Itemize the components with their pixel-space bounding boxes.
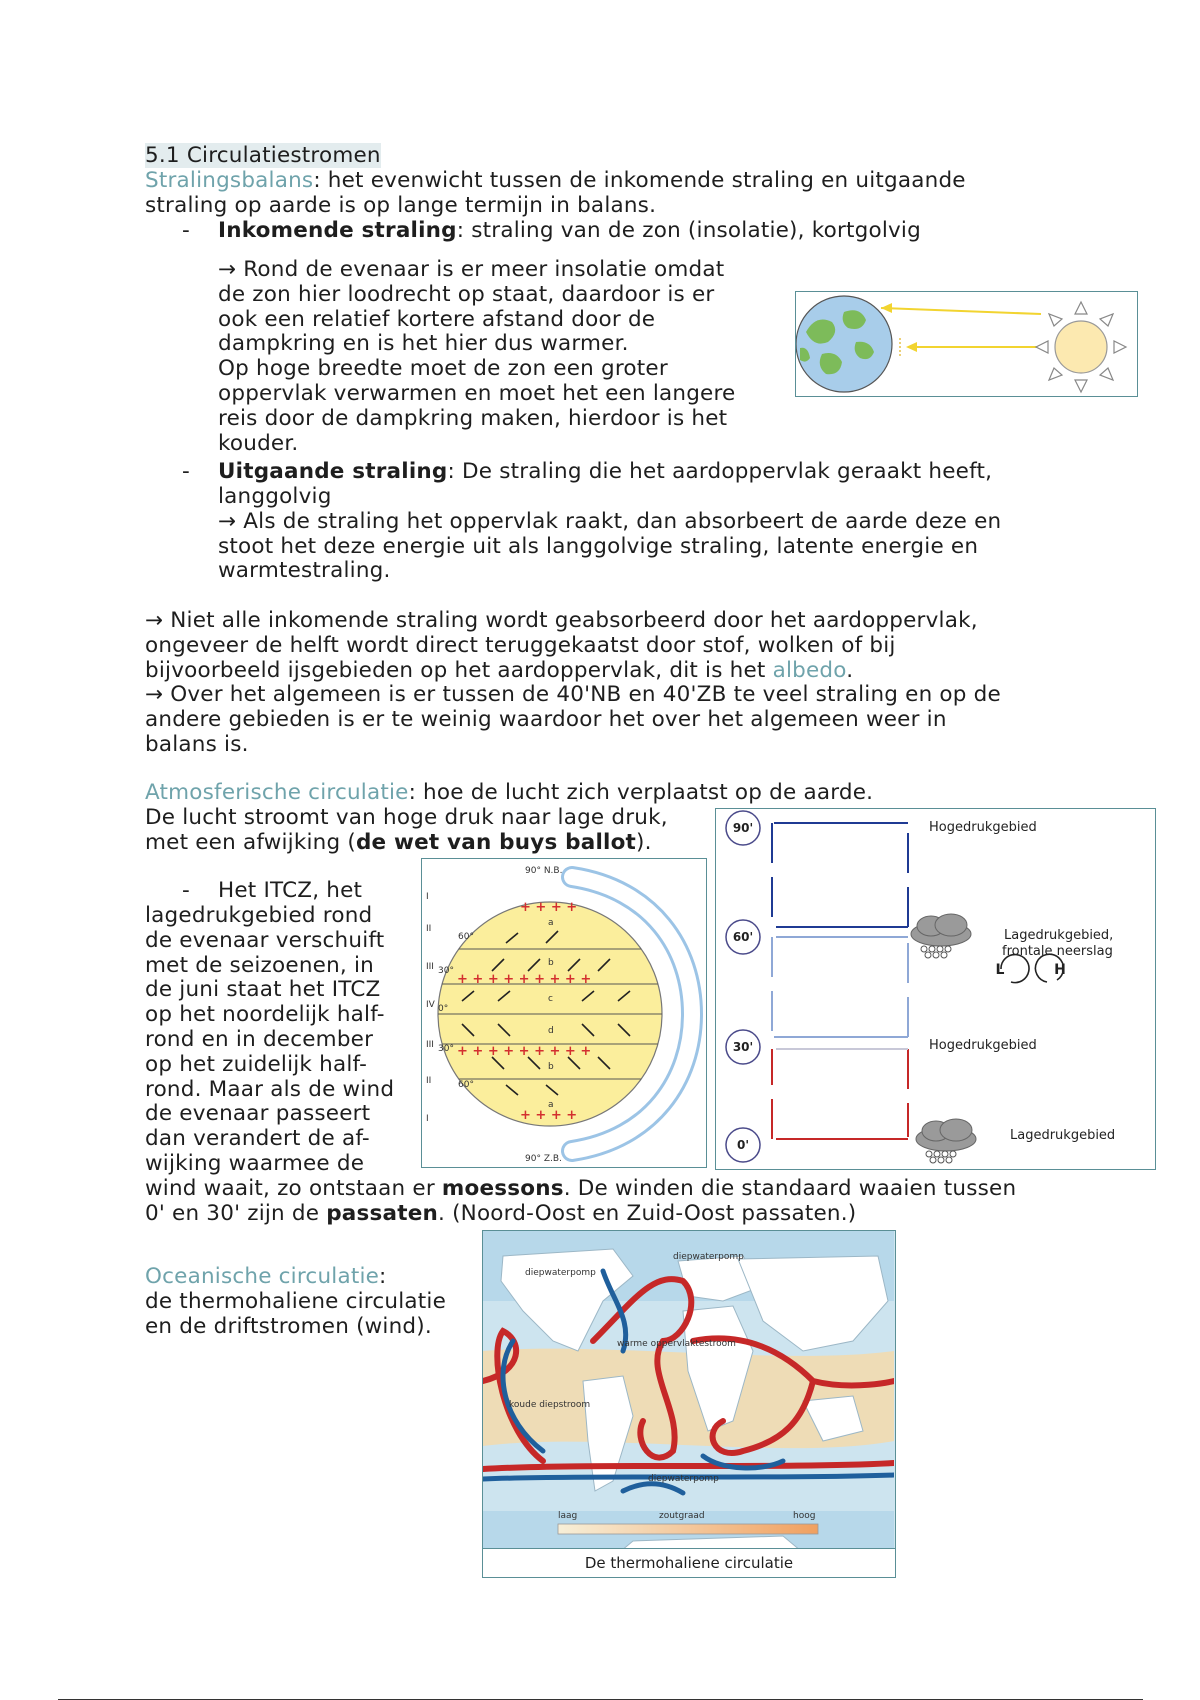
atmospheric-cells-figure [715,808,1156,1170]
svg-text:+ + + + + + + + +: + + + + + + + + + [457,972,592,987]
globe-top-label: 90° N.B. [525,866,563,876]
svg-text:d: d [548,1026,554,1036]
albedo-term: albedo [772,657,847,683]
svg-text:Hogedrukgebied: Hogedrukgebied [929,820,1037,835]
svg-text:30°: 30° [438,1044,454,1054]
moessons-term: moessons [441,1176,564,1201]
passaten-term: passaten [326,1201,438,1226]
salinity-legend-bar [558,1524,818,1534]
sun-icon [1055,321,1107,373]
atmospheric-cells-diagram [716,809,1154,1168]
svg-text:warme oppervlaktestroom: warme oppervlaktestroom [617,1339,736,1349]
high-pressure-symbol: H [1054,962,1066,978]
svg-text:I: I [426,892,429,902]
itcz-first-line: Het ITCZ, het [218,878,363,903]
itcz-paragraph: lagedrukgebied rond de evenaar verschuift met de seizoenen, in de juni staat het ITCZ op het noordelijk half- rond en in december op het zuidelijk half- rond. Maar als de wind de evenaar passeert dan verandert de af- wijking waarmee de [145,903,395,1176]
inkomend-line: Inkomende straling: straling van de zon (insolatie), kortgolvig [218,218,921,243]
bullet-dash-2: - [182,459,190,484]
moessons-line: wind waait, zo ontstaan er moessons. De winden die standaard waaien tussen [145,1176,1017,1201]
svg-text:diepwaterpomp: diepwaterpomp [648,1474,719,1484]
low-pressure-symbol: L [995,962,1005,978]
oceanisch-paragraph: Oceanische circulatie: de thermohaliene circulatie en de driftstromen (wind). [145,1264,447,1339]
atmosferisch-line2: De lucht stroomt van hoge druk naar lage druk, [145,805,668,830]
svg-text:III: III [426,1040,434,1050]
svg-text:III: III [426,962,434,972]
atmosferisch-line3: met een afwijking (de wet van buys ballot). [145,830,652,855]
uitgaand-line: Uitgaande straling: De straling die het aardoppervlak geraakt heeft, [218,459,993,484]
inkomend-paragraph: → Rond de evenaar is er meer insolatie omdat de zon hier loodrecht op staat, daardoor is er ook een relatief kortere afstand door de dampkring en is het hier dus warmer. Op hoge breedte moet de zon een groter oppervlak verwarmen en moet het een langere reis door de dampkring maken, hierdoor is het kouder. [218,257,736,456]
buys-ballot-term: de wet van buys ballot [355,830,637,855]
stralingsbalans-line1: Stralingsbalans: het evenwicht tussen de inkomende straling en uitgaande [145,168,966,193]
stralingsbalans-term: Stralingsbalans [145,168,314,193]
svg-text:+ + + + + + + + +: + + + + + + + + + [457,1044,592,1059]
svg-text:90': 90' [732,821,754,835]
bullet-dash: - [182,218,190,243]
svg-text:+ + + +: + + + + [520,900,578,915]
svg-text:30°: 30° [438,966,454,976]
bullet-dash-3: - [182,878,190,903]
svg-text:+ + + +: + + + + [520,1108,578,1123]
svg-text:Hogedrukgebied: Hogedrukgebied [929,1038,1037,1053]
globe-wind-figure [421,858,707,1168]
globe-wind-diagram [422,859,705,1166]
atmosferisch-term: Atmosferische circulatie [145,780,409,805]
oceanisch-term: Oceanische circulatie [145,1264,380,1289]
svg-text:I: I [426,1114,429,1124]
albedo-paragraph: → Niet alle inkomende straling wordt geabsorbeerd door het aardoppervlak, ongeveer de helft wordt direct teruggekaatst door stof, wolken of bij bijvoorbeeld ijsgebieden op het aardoppervlak, dit is het albedo. → Over het algemeen is er tussen de 40'NB en 40'ZB te veel straling en op de andere gebieden is er te weinig waardoor het over het algemeen weer in balans is. [145,608,1001,757]
svg-text:0': 0' [736,1138,750,1152]
svg-text:II: II [426,1076,432,1086]
svg-text:frontale neerslag: frontale neerslag [1002,944,1113,959]
svg-text:c: c [548,994,553,1004]
ocean-map-caption: De thermohaliene circulatie [482,1548,896,1578]
svg-text:koude diepstroom: koude diepstroom [509,1400,591,1410]
globe-bottom-label: 90° Z.B. [525,1154,562,1164]
sun-earth-figure [795,291,1138,397]
svg-text:Lagedrukgebied,: Lagedrukgebied, [1004,928,1114,943]
svg-text:diepwaterpomp: diepwaterpomp [525,1268,596,1278]
passaten-line: 0' en 30' zijn de passaten. (Noord-Oost en Zuid-Oost passaten.) [145,1201,857,1226]
inkomend-term: Inkomende straling [218,218,457,243]
svg-text:a: a [548,918,554,928]
svg-text:60': 60' [732,930,754,944]
stralingsbalans-line2: straling op aarde is op lange termijn in balans. [145,193,657,218]
svg-text:0°: 0° [438,1004,449,1014]
sun-earth-illustration [796,292,1136,395]
svg-text:b: b [548,1062,554,1072]
svg-text:60°: 60° [458,932,474,942]
earth-icon [796,296,892,392]
ocean-map-figure [482,1230,896,1578]
uitgaand-paragraph: langgolvig → Als de straling het oppervlak raakt, dan absorbeert de aarde deze en stoot het deze energie uit als langgolvige straling, latente energie en warmtestraling. [218,484,1002,584]
svg-text:IV: IV [426,1000,435,1010]
section-title: 5.1 Circulatiestromen [145,143,381,168]
svg-text:Lagedrukgebied: Lagedrukgebied [1010,1128,1116,1143]
svg-text:30': 30' [732,1040,754,1054]
svg-text:II: II [426,924,432,934]
atmosferisch-line1: Atmosferische circulatie: hoe de lucht zich verplaatst op de aarde. [145,780,874,805]
thermohaline-map [483,1231,894,1576]
svg-text:hoog: hoog [793,1511,816,1521]
svg-text:diepwaterpomp: diepwaterpomp [673,1252,744,1262]
svg-text:60°: 60° [458,1080,474,1090]
uitgaand-term: Uitgaande straling [218,459,448,484]
svg-text:zoutgraad: zoutgraad [659,1511,705,1521]
svg-text:a: a [548,1100,554,1110]
svg-text:laag: laag [558,1511,578,1521]
svg-text:b: b [548,958,554,968]
